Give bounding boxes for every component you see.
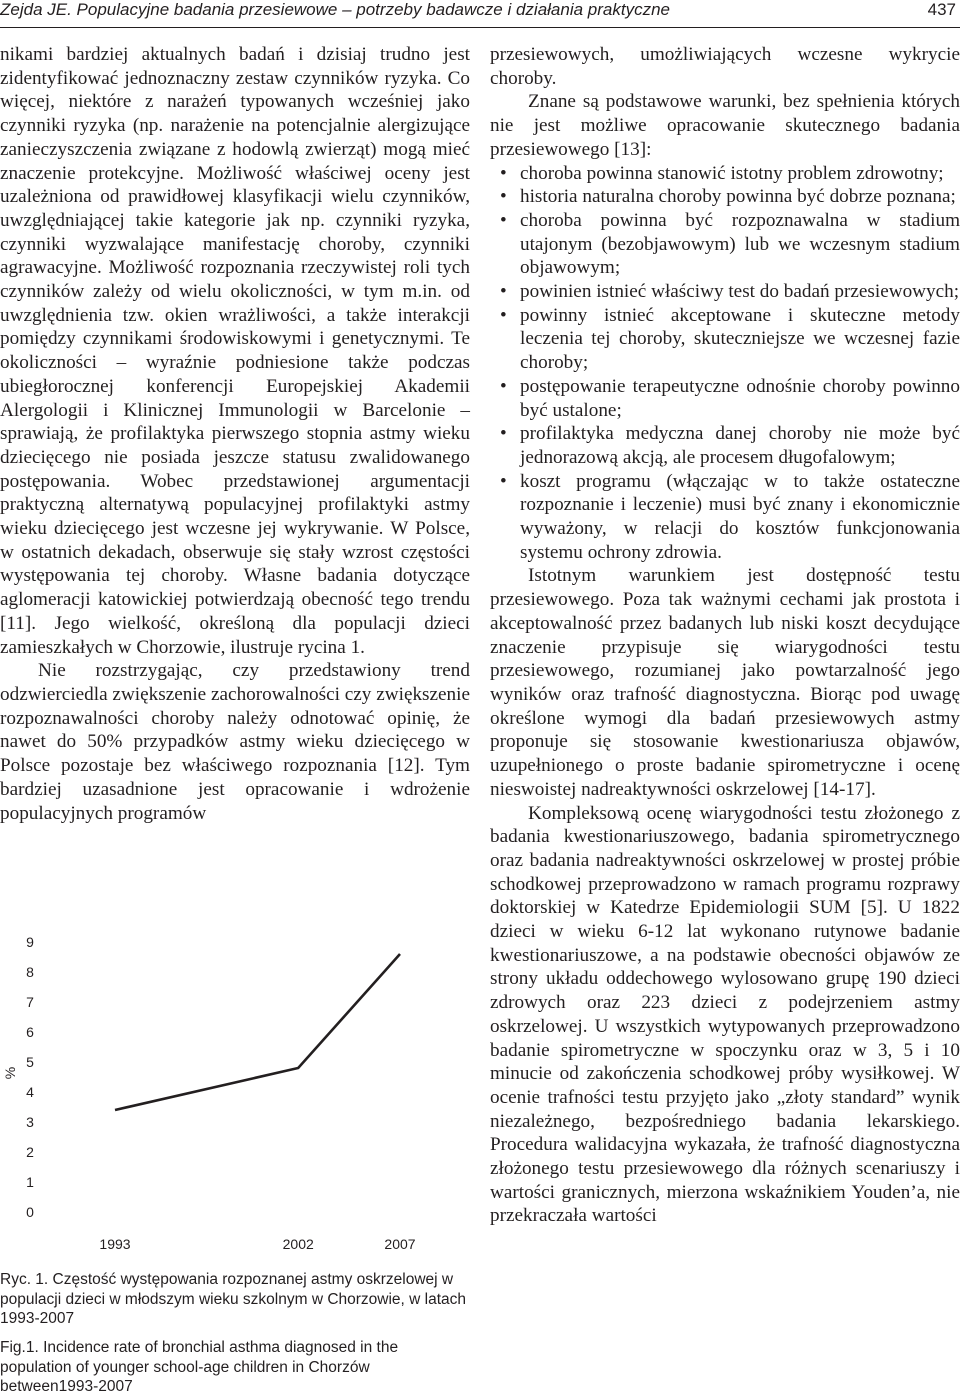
incidence-line-chart [0, 925, 470, 1260]
criteria-item [490, 185, 960, 209]
bullet-glyph: • [500, 281, 507, 303]
criteria-list [490, 162, 960, 565]
criteria-item [490, 162, 960, 186]
paragraph: Kompleksową ocenę wiarygodności testu złożonego z badania kwestionariuszowego, badania spirometrycznego oraz badania nadreaktywności oskrzelowej w prostej próbie schodkowej przeprowadzono w ramach programu rozprawy doktorskiej w Katedrze Epidemiologii SUM [5]. U 1822 dzieci w wieku 6-12 lat wykonano rutynowe badanie kwestionariuszowe, a na podstawie obecności objawów ze strony układu oddechowego wylosowano grupę 190 dzieci zdrowych oraz 223 dzieci z podejrzeniem astmy oskrzelowej. U wszystkich wytypowanych przeprowadzono badanie spirometryczne w spoczynku oraz w 3, 5 i 10 minucie od zakończenia schodkowej próby wysiłkowej. W ocenie trafności testu przyjęto jako „złoty standard” wynik niezależnego, bezpośredniego badania lekarskiego. Procedura walidacyjna wykazała, że trafność diagnostyczna złożonego testu przesiewowego dla różnych scenariuszy i wartości granicznych, mierzona wskaźnikiem Youden’a, nie przekraczała wartości [490, 802, 960, 1227]
figure-caption-pl: Ryc. 1. Częstość występowania rozpoznanej astmy oskrzelowej w populacji dzieci w młodszym wieku szkolnym w Chorzowie, w latach 1993-2007 [0, 1271, 467, 1328]
paragraph: Nie rozstrzygając, czy przedstawiony trend odzwierciedla zwiększenie zachorowalności czy zwiększenie rozpoznawalności choroby należy odnotować opinię, że nawet do 50% przypadków astmy wieku dziecięcego w Polsce pozostaje bez właściwego rozpoznania [12]. Tym bardziej uzasadnione jest opracowanie i wdrożenie populacyjnych programów [0, 660, 470, 824]
paragraph: nikami bardziej aktualnych badań i dzisiaj trudno jest zidentyfikować jednoznaczny zestaw czynników ryzyka. Co więcej, niektóre z narażeń typowanych wcześniej jako czynniki ryzyka (np. narażenie na potencjalnie alergizujące zanieczyszczenia związane z hodowlą zwierząt) mogą mieć znaczenie protekcyjne. Możliwość właściwej oceny jest uzależniona od prawidłowej klasyfikacji wielu czynników, uwzględniającej takie kategorie jak np. czynniki ryzyka, czynniki wyzwalające manifestację choroby, czynniki agrawacyjne. Możliwość rozpoznania rzeczywistej roli tych czynników zależy od wielu okoliczności, w tym m.in. od uwzględnienia tzw. okien wrażliwości, a także interakcji pomiędzy czynnikami środowiskowymi i genetycznymi. Te okoliczności – wyraźnie podniesione także podczas ubiegłorocznej konferencji Europejskiej Akademii Alergologii i Klinicznej Immunologii w Barcelonie – sprawiają, że profilaktyka pierwszego stopnia astmy wieku dziecięcego nie posiada jeszcze statusu zwalidowanego postępowania. Wobec przedstawionej argumentacji praktyczną alternatywą populacyjnej profilaktyki astmy wieku dziecięcego jest wczesne jej wykrywanie. W Polsce, w ostatnich dekadach, obserwuje się stały wzrost częstości występowania tej choroby. Własne badania dotyczące aglomeracji katowickiej potwierdzają obecność tego trendu [11]. Jego wielkość, określoną dla populacji dzieci zamieszkałych w Chorzowie, ilustruje rycina 1. [0, 44, 470, 658]
bullet-glyph: • [500, 304, 507, 326]
bullet-glyph: • [500, 162, 507, 184]
criteria-text: koszt programu (włączając w to także ostateczne rozpoznanie i leczenie) musi być znany i ekonomicznie wyważony, w relacji do kosztów funkcjonowania systemu ochrony zdrowia. [520, 470, 960, 563]
right-column [490, 43, 960, 1228]
bullet-glyph: • [500, 375, 507, 397]
series-line [115, 954, 400, 1110]
criteria-item [490, 209, 960, 280]
y-tick-label: 5 [26, 1054, 34, 1070]
bullet-glyph: • [500, 423, 507, 445]
paragraph: przesiewowych, umożliwiających wczesne wykrycie choroby. [490, 44, 960, 89]
criteria-text: choroba powinna być rozpoznawalna w stadium utajonym (bezobjawowym) lub we wczesnym stadium objawowym; [520, 209, 960, 279]
criteria-item [490, 280, 960, 304]
criteria-item [490, 304, 960, 375]
paragraph: Znane są podstawowe warunki, bez spełnienia których nie jest możliwe opracowanie skutecznego badania przesiewowego [13]: [490, 91, 960, 160]
criteria-text: profilaktyka medyczna danej choroby nie może być jednorazową akcją, ale procesem długofalowym; [520, 423, 960, 468]
left-column [0, 43, 470, 825]
criteria-text: powinien istnieć właściwy test do badań przesiewowych; [520, 281, 960, 303]
x-tick-label: 2007 [384, 1236, 416, 1252]
criteria-text: powinny istnieć akceptowane i skuteczne metody leczenia tej choroby, skuteczniejsze we wczesnej fazie choroby; [520, 304, 960, 374]
y-tick-label: 6 [26, 1024, 34, 1040]
y-tick-label: 2 [26, 1144, 34, 1160]
criteria-text: postępowanie terapeutyczne odnośnie choroby powinno być ustalone; [520, 375, 960, 421]
bullet-glyph: • [500, 470, 507, 492]
header-rule [0, 27, 960, 28]
criteria-item [490, 422, 960, 469]
paragraph: Istotnym warunkiem jest dostępność testu przesiewowego. Poza tak ważnymi cechami jak prostota i akceptowalność przez badanych lub niski koszt decydujące znaczenie przypisuje się wiarygodności testu przesiewowego, rozumianej jako powtarzalność jego wyników oraz trafność diagnostyczna. Biorąc pod uwagę określone wymogi dla badań przesiewowych astmy proponuje się stosowanie kwestionariusza objawów, uzupełnionego o proste badanie spirometryczne i ocenę nieswoistej nadreaktywności oskrzelowej [14-17]. [490, 565, 960, 800]
criteria-item [490, 470, 960, 565]
y-tick-label: 1 [26, 1174, 34, 1190]
criteria-text: historia naturalna choroby powinna być dobrze poznana; [520, 186, 956, 208]
y-tick-label: 0 [26, 1204, 34, 1220]
criteria-item [490, 375, 960, 422]
bullet-glyph: • [500, 186, 507, 208]
y-tick-label: 4 [26, 1084, 34, 1100]
x-tick-label: 2002 [282, 1236, 314, 1252]
figure-caption-en: Fig.1. Incidence rate of bronchial asthma diagnosed in the population of younger school-age children in Chorzów between1993-2007 [0, 1339, 399, 1396]
criteria-text: choroba powinna stanowić istotny problem zdrowotny; [520, 162, 944, 184]
bullet-glyph: • [500, 209, 507, 231]
y-axis-label: % [2, 1066, 18, 1080]
y-tick-label: 8 [26, 964, 34, 980]
y-tick-label: 9 [26, 934, 34, 950]
x-tick-label: 1993 [99, 1236, 131, 1252]
running-header [0, 0, 960, 24]
y-tick-label: 3 [26, 1114, 34, 1130]
y-tick-label: 7 [26, 994, 34, 1010]
running-title: Zejda JE. Populacyjne badania przesiewowe – potrzeby badawcze i działania praktyczne [0, 0, 670, 19]
page-number: 437 [927, 0, 956, 19]
